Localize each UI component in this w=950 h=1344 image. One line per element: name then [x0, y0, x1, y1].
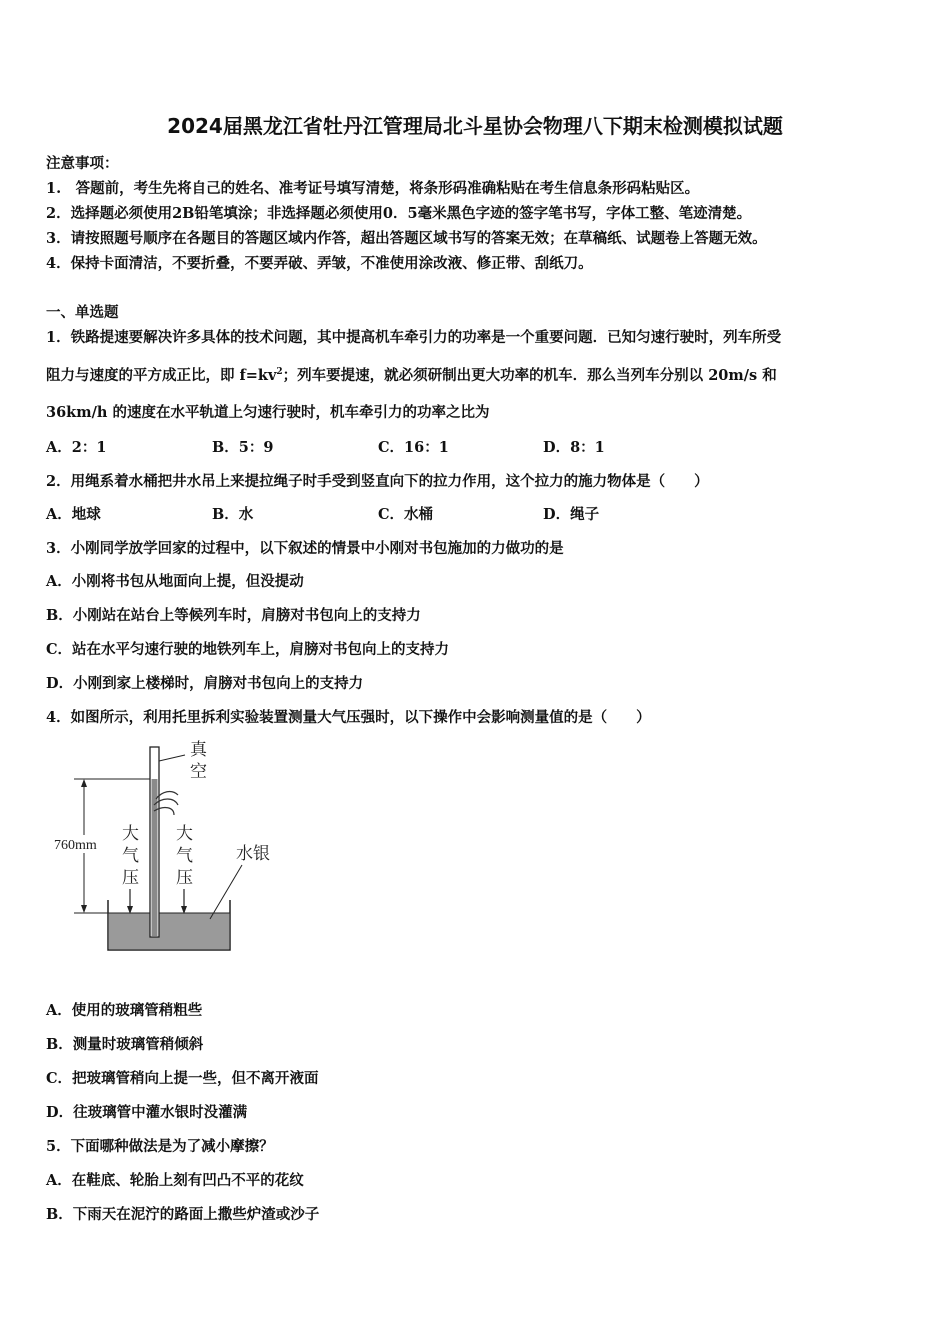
q1-option-c: C．16：1 [378, 439, 449, 456]
q1-option-d: D．8：1 [543, 439, 605, 456]
q1-stem-part: ；列车要提速，就必须研制出更大功率的机车．那么当列车分别以 20m/s 和 [282, 367, 777, 384]
pressure-label-left: 压 [122, 868, 139, 888]
q2-option-a: A．地球 [46, 506, 101, 523]
q3-option-b: B．小刚站在站台上等候列车时，肩膀对书包向上的支持力 [46, 607, 421, 624]
q4-option-c: C．把玻璃管稍向上提一些，但不离开液面 [46, 1070, 319, 1087]
mercury-pointer [210, 865, 242, 919]
q5-stem: 5．下面哪种做法是为了减小摩擦？ [46, 1138, 274, 1155]
pressure-label-right: 气 [176, 846, 193, 866]
page-title: 2024届黑龙江省牡丹江管理局北斗星协会物理八下期末检测模拟试题 [167, 114, 783, 138]
q1-option-a: A．2：1 [46, 439, 107, 456]
q4-option-d: D．往玻璃管中灌水银时没灌满 [46, 1104, 248, 1121]
q4-option-b: B．测量时玻璃管稍倾斜 [46, 1036, 204, 1053]
q3-option-d: D．小刚到家上楼梯时，肩膀对书包向上的支持力 [46, 675, 364, 692]
q1-exponent: 2 [276, 367, 283, 378]
pressure-label-left: 气 [122, 846, 139, 866]
notice-item: 4．保持卡面清洁，不要折叠，不要弄破、弄皱，不准使用涂改液、修正带、刮纸刀。 [46, 255, 593, 272]
q5-option-b: B．下雨天在泥泞的路面上撒些炉渣或沙子 [46, 1206, 320, 1223]
q1-stem-line: 36km/h 的速度在水平轨道上匀速行驶时，机车牵引力的功率之比为 [46, 404, 490, 421]
q3-option-a: A．小刚将书包从地面向上提，但没提动 [46, 573, 304, 590]
vacuum-label: 真 [190, 740, 207, 760]
q3-option-c: C．站在水平匀速行驶的地铁列车上，肩膀对书包向上的支持力 [46, 641, 450, 658]
q4-stem: 4．如图所示，利用托里拆利实验装置测量大气压强时，以下操作中会影响测量值的是（ ） [46, 709, 651, 726]
q1-stem-line: 1．铁路提速要解决许多具体的技术问题，其中提高机车牵引力的功率是一个重要问题．已知匀速行驶时，列车所受 [46, 329, 782, 346]
q5-option-a: A．在鞋底、轮胎上刻有凹凸不平的花纹 [46, 1172, 304, 1189]
notice-heading: 注意事项： [46, 155, 119, 172]
q1-stem-part: 阻力与速度的平方成正比，即 f=kv [46, 367, 277, 384]
pressure-label-left: 大 [122, 824, 139, 844]
vacuum-label: 空 [190, 762, 207, 782]
height-label: 760mm [54, 838, 97, 853]
notice-item: 2．选择题必须使用2B铅笔填涂；非选择题必须使用0．5毫米黑色字迹的签字笔书写，字体工整、笔迹清楚。 [46, 205, 752, 222]
notice-item: 1. 答题前，考生先将自己的姓名、准考证号填写清楚，将条形码准确粘贴在考生信息条形码粘贴区。 [46, 180, 700, 197]
q1-option-b: B．5：9 [212, 439, 274, 456]
q3-stem: 3．小刚同学放学回家的过程中，以下叙述的情景中小刚对书包施加的力做功的是 [46, 540, 564, 557]
q2-option-c: C．水桶 [378, 506, 434, 523]
q2-option-b: B．水 [212, 506, 254, 523]
q2-option-d: D．绳子 [543, 506, 600, 523]
section-heading: 一、单选题 [46, 304, 119, 321]
q1-stem-line [46, 364, 777, 385]
pressure-label-right: 大 [176, 824, 193, 844]
notice-item: 3．请按照题号顺序在各题目的答题区域内作答，超出答题区域书写的答案无效；在草稿纸、试题卷上答题无效。 [46, 230, 767, 247]
q4-option-a: A．使用的玻璃管稍粗些 [46, 1002, 203, 1019]
torricelli-diagram [50, 735, 300, 960]
vacuum-pointer [159, 755, 185, 761]
arrow-head-down [81, 905, 87, 913]
q2-stem: 2．用绳系着水桶把井水吊上来提拉绳子时手受到竖直向下的拉力作用，这个拉力的施力物体是（ ） [46, 473, 709, 490]
pressure-label-right: 压 [176, 868, 193, 888]
arrow-head-up [81, 779, 87, 787]
mercury-in-basin [109, 913, 229, 949]
mercury-label: 水银 [236, 844, 270, 864]
